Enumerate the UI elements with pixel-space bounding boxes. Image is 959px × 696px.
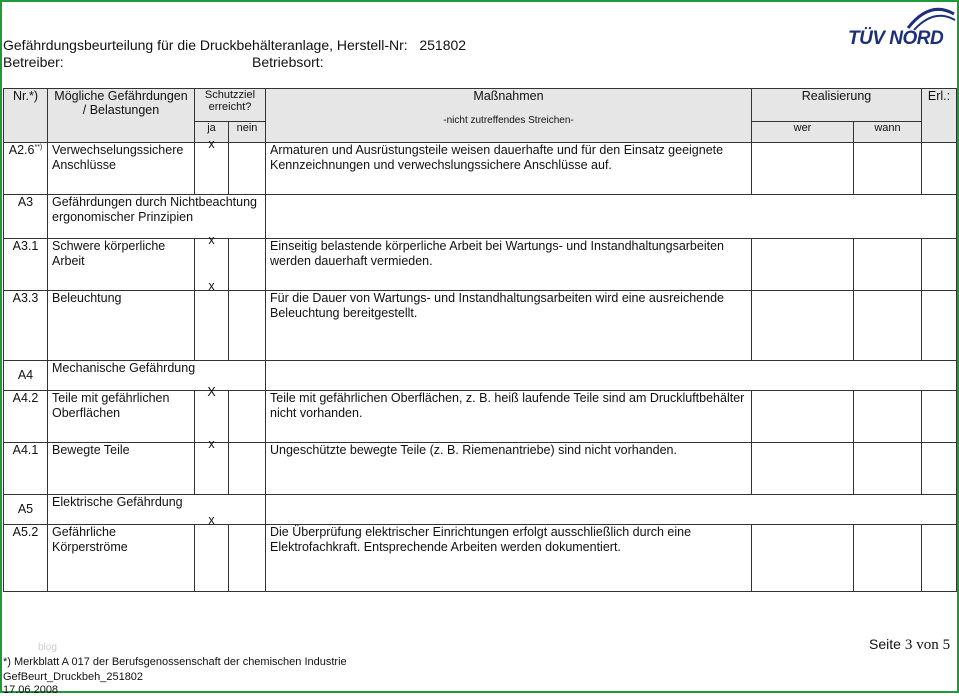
section-title: Mechanische Gefährdung (48, 361, 266, 391)
col-schutz-header: Schutzziel erreicht? (195, 89, 266, 122)
table-row (4, 391, 957, 443)
table-row (4, 291, 957, 361)
row-wer (752, 239, 854, 291)
row-massnahme: Armaturen und Ausrüstungsteile weisen dauerhafte und für den Einsatz geeignete Kennzeichnungen und verwechslungssichere Anschlüsse auf. (266, 143, 752, 195)
section-nr: A5 (4, 495, 48, 525)
row-wann (854, 239, 922, 291)
watermark: blog (38, 642, 57, 653)
document-title: Gefährdungsbeurteilung für die Druckbehälteranlage, Herstell-Nr: 251802 (3, 37, 467, 53)
row-erl (922, 143, 957, 195)
col-realisierung-header: Realisierung (752, 89, 922, 122)
row-erl (922, 291, 957, 361)
section-nr: A4 (4, 361, 48, 391)
table-row (4, 443, 957, 495)
row-ja (195, 385, 229, 443)
row-gefahr: Verwechselungssichere Anschlüsse (48, 143, 195, 195)
col-nein-header: nein (229, 122, 266, 143)
row-nein (229, 143, 266, 195)
row-gefahr: Schwere körperliche Arbeit (48, 239, 195, 291)
row-wann (854, 391, 922, 443)
table-row (4, 143, 957, 195)
row-massnahme: Einseitig belastende körperliche Arbeit bei Wartungs- und Instandhaltungsarbeiten werden dauerhaft vermieden. (266, 239, 752, 291)
col-wann-header: wann (854, 122, 922, 143)
table-row (4, 525, 957, 592)
row-wann (854, 525, 922, 592)
print-date: 17.06.2008 (3, 684, 59, 696)
col-gefahr-header: Mögliche Gefährdungen / Belastungen (48, 89, 195, 143)
section-nr: A3 (4, 195, 48, 239)
row-nr: A5.2 (4, 525, 48, 592)
row-ja-mark: x (208, 137, 215, 151)
row-nr: A3.3 (4, 291, 48, 361)
row-wer (752, 525, 854, 592)
row-ja-mark: x (208, 437, 215, 451)
row-massnahme: Die Überprüfung elektrischer Einrichtungen erfolgt ausschließlich durch eine Elektrofachkraft. Entsprechende Arbeiten werden dokumentiert. (266, 525, 752, 592)
row-nr-footnote: **) (34, 143, 43, 151)
row-nr: A4.2 (4, 391, 48, 443)
row-ja-mark: X (207, 385, 216, 399)
row-wann (854, 143, 922, 195)
section-row (4, 495, 957, 525)
page-total: 5 (942, 637, 951, 653)
row-wer (752, 443, 854, 495)
row-ja (195, 279, 229, 361)
row-nein (229, 391, 266, 443)
betreiber-label: Betreiber: (3, 54, 64, 70)
row-wann (854, 443, 922, 495)
row-gefahr: Bewegte Teile (48, 443, 195, 495)
page-label: Seite (869, 636, 901, 652)
row-ja (195, 513, 229, 592)
row-nr-text: A2.6 (8, 143, 35, 157)
col-nr-header: Nr.*) (4, 89, 48, 143)
section-row (4, 361, 957, 391)
page-current: 3 (904, 637, 913, 653)
section-row (4, 195, 957, 239)
row-massnahme: Ungeschützte bewegte Teile (z. B. Riemenantriebe) sind nicht vorhanden. (266, 443, 752, 495)
row-ja (195, 137, 229, 195)
row-nr: A3.1 (4, 239, 48, 291)
row-erl (922, 239, 957, 291)
row-gefahr: Gefährliche Körperströme (48, 525, 195, 592)
row-ja (195, 437, 229, 495)
massnahmen-hint: -nicht zutreffendes Streichen- (443, 115, 574, 126)
footnote: *) Merkblatt A 017 der Berufsgenossenschaft der chemischen Industrie (3, 656, 347, 668)
row-massnahme: Für die Dauer von Wartungs- und Instandhaltungsarbeiten wird eine ausreichende Beleuchtung bereitgestellt. (266, 291, 752, 361)
row-wer (752, 291, 854, 361)
massnahmen-title: Maßnahmen (473, 89, 544, 103)
row-wann (854, 291, 922, 361)
col-erl-header: Erl.: (922, 89, 957, 143)
page-von: von (916, 637, 939, 653)
row-ja-mark: x (208, 233, 215, 247)
row-nr (4, 143, 48, 195)
col-massnahmen-header (266, 89, 752, 143)
tuev-nord-logo (848, 2, 956, 52)
row-ja-mark: x (208, 279, 215, 293)
section-title: Gefährdungen durch Nichtbeachtung ergonomischer Prinzipien (48, 195, 266, 239)
row-nein (229, 291, 266, 361)
row-nr: A4.1 (4, 443, 48, 495)
logo-text: TÜV NORD (848, 28, 944, 49)
row-massnahme: Teile mit gefährlichen Oberflächen, z. B. heiß laufende Teile sind am Druckluftbehälter nicht vorhanden. (266, 391, 752, 443)
assessment-table (3, 88, 957, 592)
col-ja-header: ja (195, 122, 229, 143)
row-nein (229, 525, 266, 592)
row-erl (922, 525, 957, 592)
col-wer-header: wer (752, 122, 854, 143)
row-gefahr: Teile mit gefährlichen Oberflächen (48, 391, 195, 443)
row-ja-mark: x (208, 513, 215, 527)
file-name: GefBeurt_Druckbeh_251802 (3, 671, 144, 683)
page-number (869, 636, 950, 654)
row-wer (752, 391, 854, 443)
row-erl (922, 443, 957, 495)
table-row (4, 239, 957, 291)
row-erl (922, 391, 957, 443)
row-nein (229, 239, 266, 291)
row-wer (752, 143, 854, 195)
betriebsort-label: Betriebsort: (252, 54, 324, 70)
row-nein (229, 443, 266, 495)
section-title: Elektrische Gefährdung (48, 495, 266, 525)
row-gefahr: Beleuchtung (48, 291, 195, 361)
